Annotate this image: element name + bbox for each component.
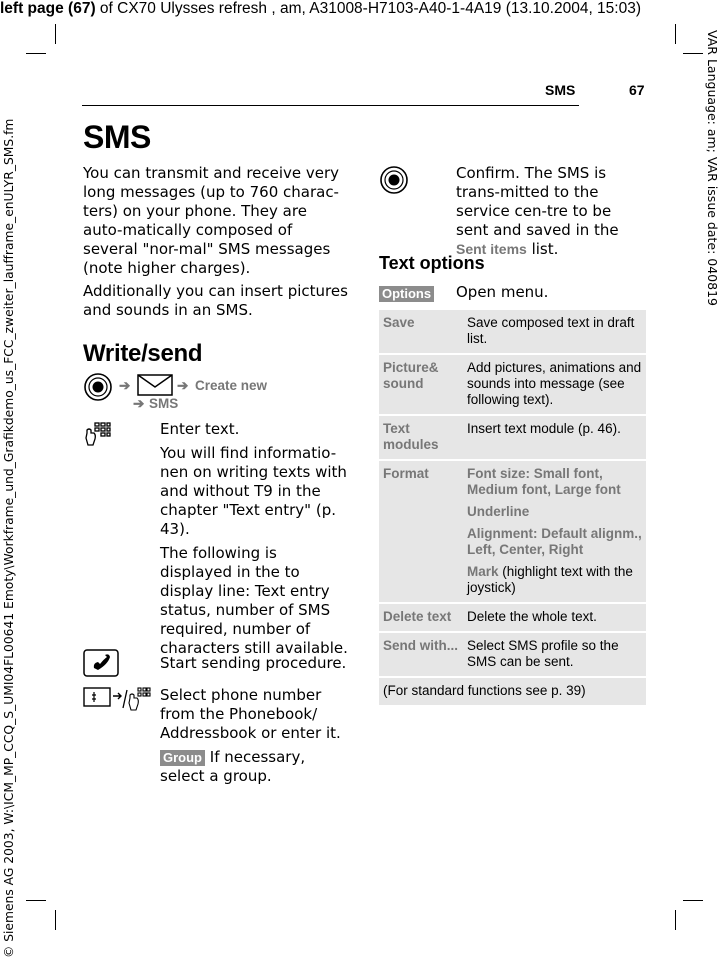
options-table: [379, 310, 646, 707]
arrow-icon: ➔: [177, 378, 189, 393]
left-margin-text: © Siemens AG 2003, W:\ICM_MP_CCQ_S_UMI04FL00641 Emoty\Workframe_und_Grafikdemo_us_FCC_zweiter_laufframe_enULYR_SMS.fm: [2, 118, 16, 958]
confirm-text-before: Confirm. The SMS is trans-mitted to the service cen-tre to be sent and saved in the: [456, 164, 619, 239]
open-menu-text: Open menu.: [456, 283, 549, 301]
option-key-send-with: Send with...: [379, 632, 463, 677]
group-text: If necessary, select a group.: [160, 748, 306, 785]
t9-info: You will find informatio-nen on writing texts with and without T9 in the chapter "Text entry" (p. 43).: [160, 444, 347, 538]
menu-path-sms: SMS: [149, 396, 179, 411]
intro-paragraph: Additionally you can insert pictures and sounds in an SMS.: [83, 282, 348, 319]
option-desc: Add pictures, animations and sounds into message (see following text).: [463, 354, 646, 415]
format-alignment: Alignment: Default alignm., Left, Center, Right: [467, 526, 642, 557]
option-desc: Save composed text in draft list.: [463, 310, 646, 354]
format-underline: Underline: [467, 504, 530, 519]
intro-paragraph: You can transmit and receive very long messages (up to 760 charac-ters) on your phone. They are auto-matically composed of several "nor-mal" SMS messages (note higher charges).: [83, 164, 340, 277]
format-font-size: Font size: Small font, Medium font, Large font: [467, 466, 621, 497]
option-key-picture-sound: Picture& sound: [379, 354, 463, 415]
confirm-text-after: list.: [526, 240, 559, 258]
call-key-icon: [83, 649, 119, 677]
option-key-save: Save: [379, 310, 463, 354]
table-row[interactable]: [379, 603, 646, 632]
running-header-bold: left page (67): [0, 0, 96, 17]
crop-mark: [683, 53, 703, 54]
page-title: SMS: [83, 119, 151, 155]
write-send-heading: Write/send: [83, 340, 203, 367]
option-desc: Select SMS profile so the SMS can be sent.: [463, 632, 646, 677]
keypad-icon: [85, 421, 111, 447]
option-key-text-modules: Text modules: [379, 415, 463, 460]
option-desc-format: [463, 460, 646, 603]
phonebook-key-icon: [83, 686, 151, 712]
confirm-text: [456, 164, 646, 259]
group-softkey[interactable]: Group: [160, 750, 205, 766]
page-number: 67: [629, 82, 645, 98]
text-options-heading: Text options: [379, 253, 485, 273]
option-desc: Delete the whole text.: [463, 603, 646, 632]
crop-mark: [26, 900, 46, 901]
crop-mark: [675, 24, 676, 44]
format-mark: [467, 564, 642, 596]
option-key-delete-text: Delete text: [379, 603, 463, 632]
arrow-icon: ➔: [119, 378, 131, 393]
table-row[interactable]: [379, 310, 646, 354]
format-mark-label: Mark: [467, 564, 499, 579]
group-line: [160, 748, 352, 786]
table-row[interactable]: [379, 460, 646, 603]
crop-mark: [26, 53, 46, 54]
crop-mark: [683, 900, 703, 901]
crop-mark: [675, 910, 676, 930]
option-desc: Insert text module (p. 46).: [463, 415, 646, 460]
options-footer: (For standard functions see p. 39): [379, 677, 646, 706]
joystick-icon: [83, 372, 113, 402]
running-header-rest: of CX70 Ulysses refresh , am, A31008-H7103-A40-1-4A19 (13.10.2004, 15:03): [95, 0, 642, 17]
crop-mark: [55, 910, 56, 930]
header-rule-left: [82, 105, 579, 106]
enter-text: Enter text.: [160, 420, 240, 438]
option-key-format: Format: [379, 460, 463, 603]
envelope-icon: [137, 373, 173, 397]
format-mark-desc: (highlight text with the joystick): [467, 564, 633, 595]
sent-items-label: Sent items: [456, 241, 527, 257]
table-footer-row: [379, 677, 646, 706]
menu-path-create-new: Create new: [195, 378, 268, 393]
options-softkey-wrap: [379, 283, 434, 302]
select-number: Select phone number from the Phonebook/ Addressbook or enter it.: [160, 686, 341, 742]
crop-mark: [55, 24, 56, 44]
table-row[interactable]: [379, 632, 646, 677]
joystick-icon: [379, 165, 409, 195]
header-rule-gap: [578, 98, 645, 106]
display-info: The following is displayed in the to display line: Text entry status, number of SMS required, number of characters still available.: [160, 544, 348, 657]
running-header: [0, 0, 641, 18]
arrow-icon: ➔: [133, 396, 145, 411]
page-header-section: SMS: [545, 82, 576, 98]
start-sending: Start sending procedure.: [160, 654, 347, 672]
right-margin-text: VAR Language: am; VAR issue date: 040819: [705, 30, 720, 306]
table-row[interactable]: [379, 354, 646, 415]
table-row[interactable]: [379, 415, 646, 460]
options-softkey[interactable]: Options: [379, 286, 434, 302]
